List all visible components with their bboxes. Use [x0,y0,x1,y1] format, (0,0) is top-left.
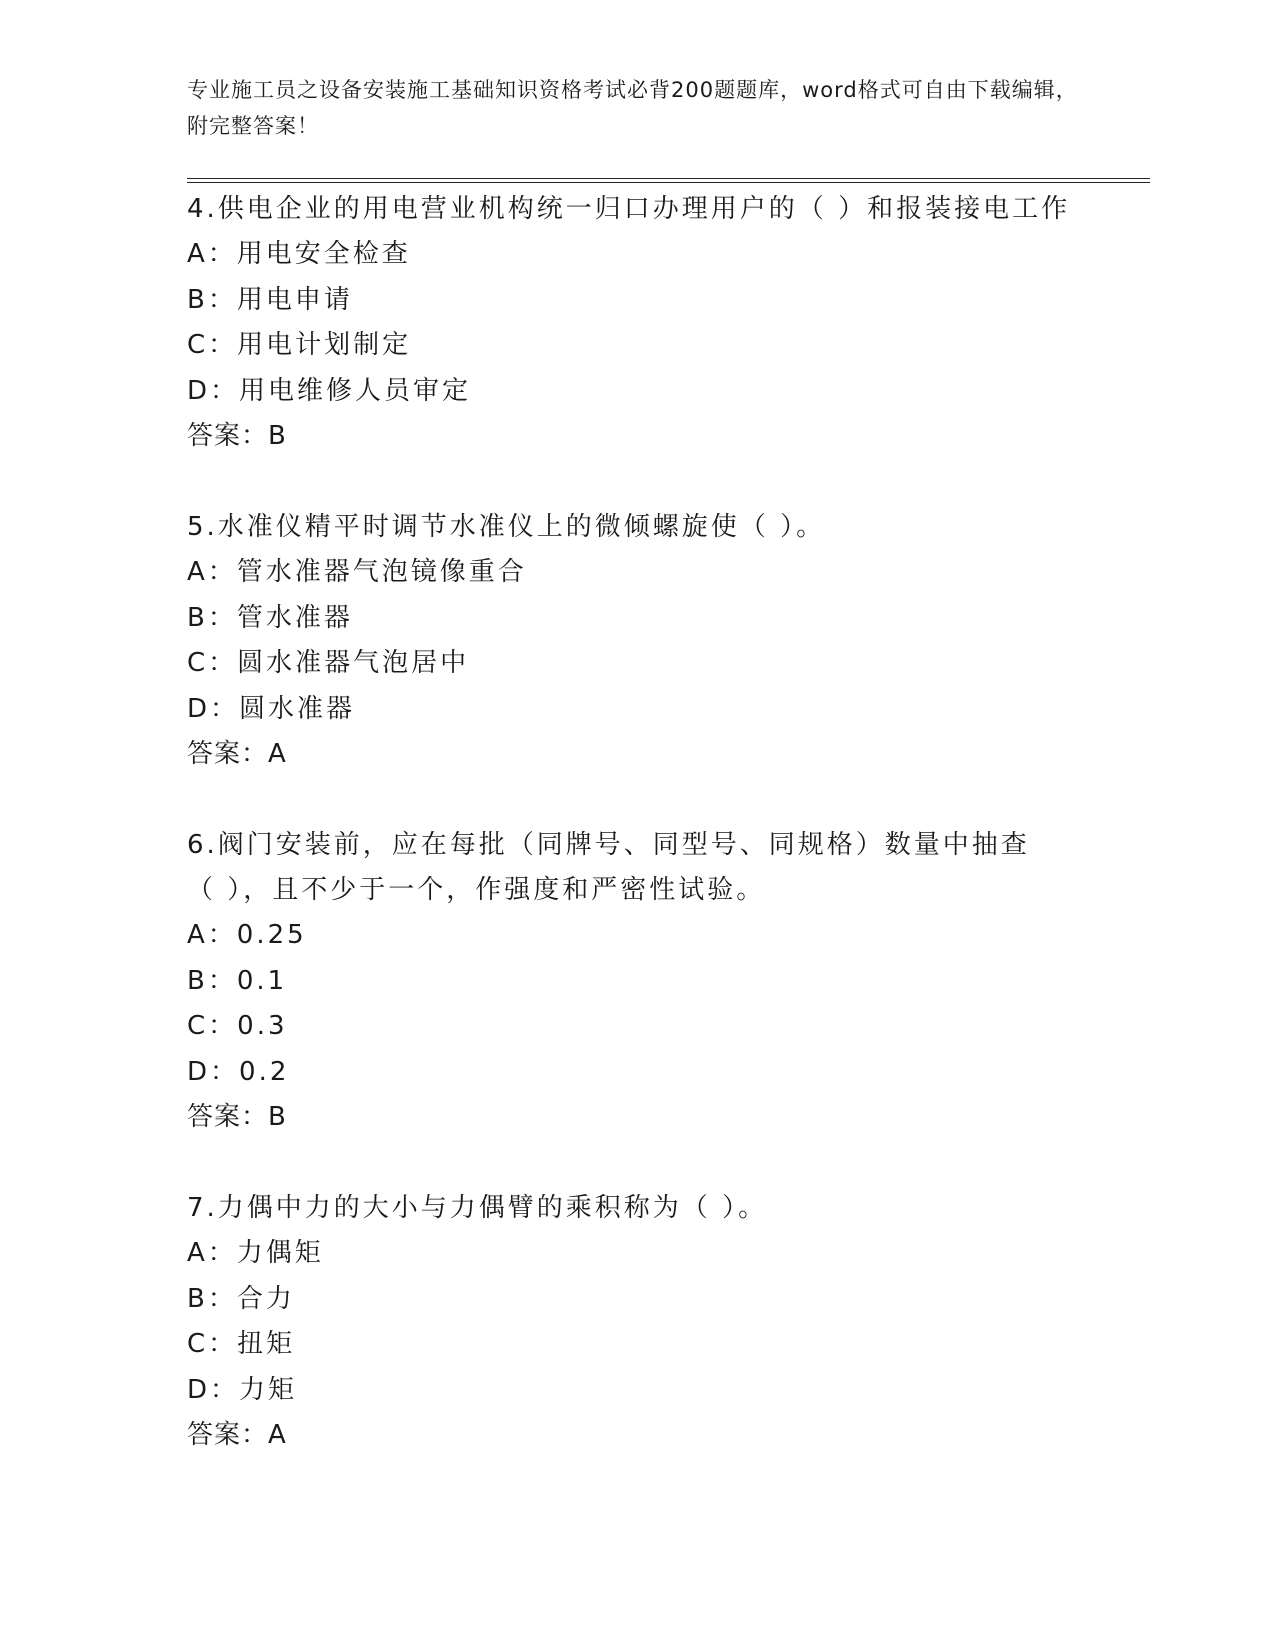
option-c: C：0.3 [187,1011,288,1041]
answer: 答案：A [187,1420,287,1450]
option-d: D：0.2 [187,1056,290,1087]
option-a: A：用电安全检查 [187,239,411,269]
question-block [187,823,1087,1141]
question-block [187,1186,1087,1459]
option-a: A：管水准器气泡镜像重合 [187,557,527,587]
question-block [187,505,1087,778]
question-stem: 7.力偶中力的大小与力偶臂的乘积称为（ ）。 [187,1193,768,1223]
option-a: A：0.25 [187,920,307,950]
option-a: A：力偶矩 [187,1238,324,1268]
option-d: D：力矩 [187,1374,298,1405]
option-b: B：合力 [187,1283,295,1314]
option-d: D：用电维修人员审定 [187,375,472,406]
question-stem: 5.水准仪精平时调节水准仪上的微倾螺旋使（ ）。 [187,512,826,542]
option-c: C：用电计划制定 [187,330,412,360]
answer: 答案：A [187,739,287,769]
option-b: B：用电申请 [187,284,353,315]
document-header: 专业施工员之设备安装施工基础知识资格考试必背200题题库，word格式可自由下载编辑，附完整答案！ [187,78,1078,138]
question-block [187,187,1087,460]
option-b: B：管水准器 [187,602,353,633]
header-divider-top [187,178,1150,179]
option-c: C：扭矩 [187,1329,296,1359]
question-stem: 4.供电企业的用电营业机构统一归口办理用户的（ ）和报装接电工作 [187,194,1071,224]
option-d: D：圆水准器 [187,693,356,724]
answer: 答案：B [187,1102,287,1132]
question-stem: 6.阀门安装前，应在每批（同牌号、同型号、同规格）数量中抽查（ ），且不少于一个，作强度和严密性试验。 [187,830,1030,905]
option-c: C：圆水准器气泡居中 [187,648,470,678]
header-divider-bottom [187,182,1150,183]
answer: 答案：B [187,421,287,451]
option-b: B：0.1 [187,965,288,996]
